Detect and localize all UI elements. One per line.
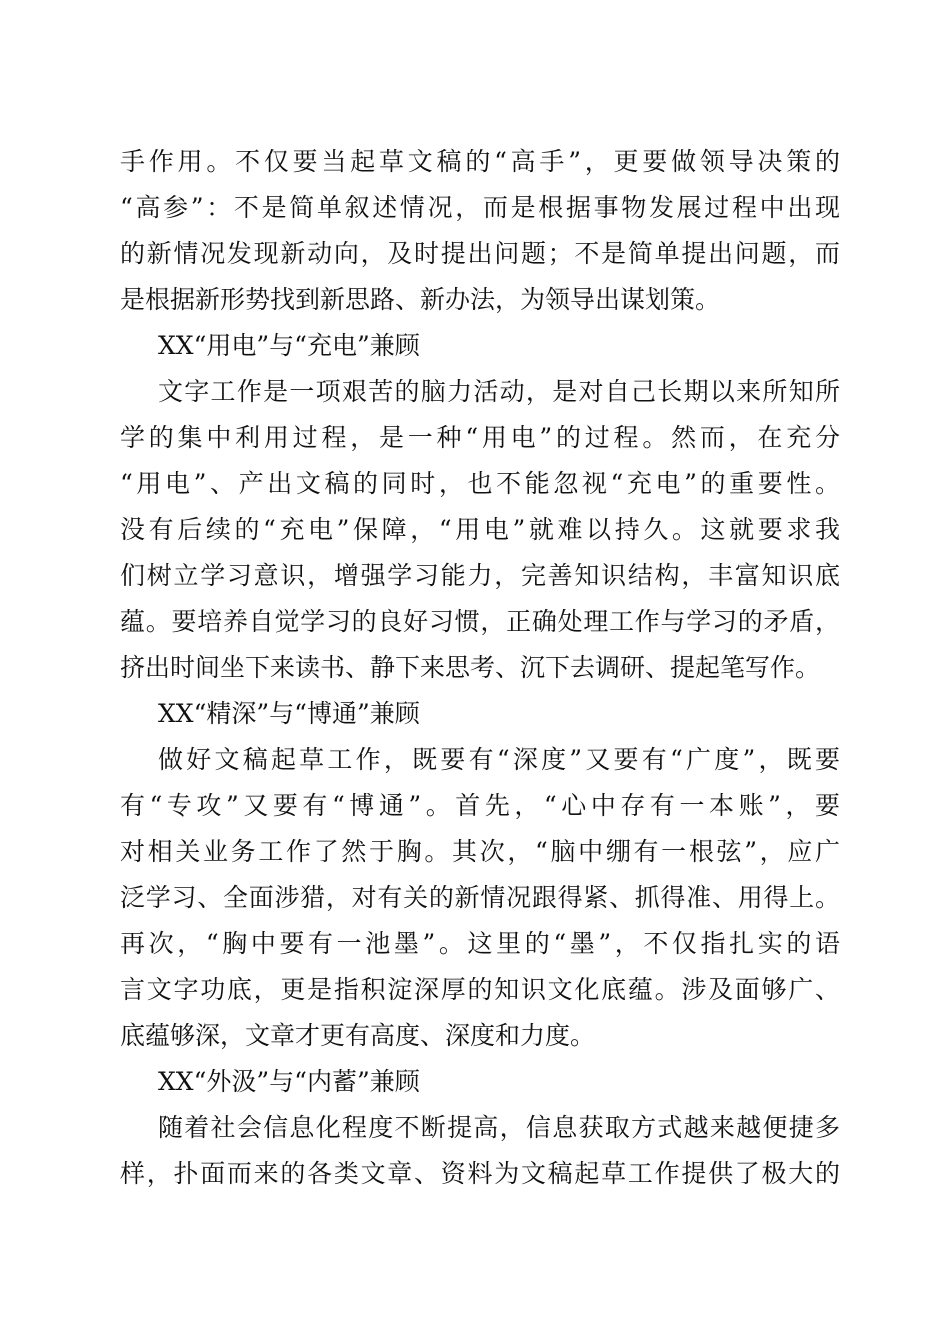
body-text-line: 们树立学习意识，增强学习能力，完善知识结构，丰富知识底 <box>120 561 840 590</box>
body-text-line: 学的集中利用过程，是一种“用电”的过程。然而，在充分 <box>120 423 840 452</box>
body-text-line: 言文字功底，更是指积淀深厚的知识文化底蕴。涉及面够广、 <box>120 975 840 1004</box>
body-text-line: 挤出时间坐下来读书、静下来思考、沉下去调研、提起笔写作。 <box>120 653 821 682</box>
body-text-line: 是根据新形势找到新思路、新办法，为领导出谋划策。 <box>120 285 721 314</box>
body-text-line: “用电”、产出文稿的同时，也不能忽视“充电”的重要性。 <box>120 469 840 498</box>
body-text-line: 再次，“胸中要有一池墨”。这里的“墨”，不仅指扎实的语 <box>120 929 840 958</box>
section-heading: XX“精深”与“博通”兼顾 <box>158 699 420 728</box>
body-text-line: 手作用。不仅要当起草文稿的“高手”，更要做领导决策的 <box>120 147 840 176</box>
body-text-line: 底蕴够深，文章才更有高度、深度和力度。 <box>120 1021 596 1050</box>
body-text-line: 蕴。要培养自觉学习的良好习惯，正确处理工作与学习的矛盾， <box>120 607 840 636</box>
body-text-line: 泛学习、全面涉猎，对有关的新情况跟得紧、抓得准、用得上。 <box>120 883 840 912</box>
section-heading: XX“用电”与“充电”兼顾 <box>158 331 420 360</box>
body-text-line: 做好文稿起草工作，既要有“深度”又要有“广度”，既要 <box>158 745 841 774</box>
body-text-line: 文字工作是一项艰苦的脑力活动，是对自己长期以来所知所 <box>158 377 840 406</box>
body-text-line: 随着社会信息化程度不断提高，信息获取方式越来越便捷多 <box>158 1113 840 1142</box>
body-text-line: 样，扑面而来的各类文章、资料为文稿起草工作提供了极大的 <box>120 1159 840 1188</box>
section-heading: XX“外汲”与“内蓄”兼顾 <box>158 1067 420 1096</box>
body-text-line: 对相关业务工作了然于胸。其次，“脑中绷有一根弦”，应广 <box>120 837 840 866</box>
body-text-line: 有“专攻”又要有“博通”。首先，“心中存有一本账”，要 <box>120 791 840 820</box>
body-text-line: “高参”：不是简单叙述情况，而是根据事物发展过程中出现 <box>120 193 840 222</box>
body-text-line: 的新情况发现新动向，及时提出问题；不是简单提出问题，而 <box>120 239 840 268</box>
body-text-line: 没有后续的“充电”保障，“用电”就难以持久。这就要求我 <box>120 515 840 544</box>
